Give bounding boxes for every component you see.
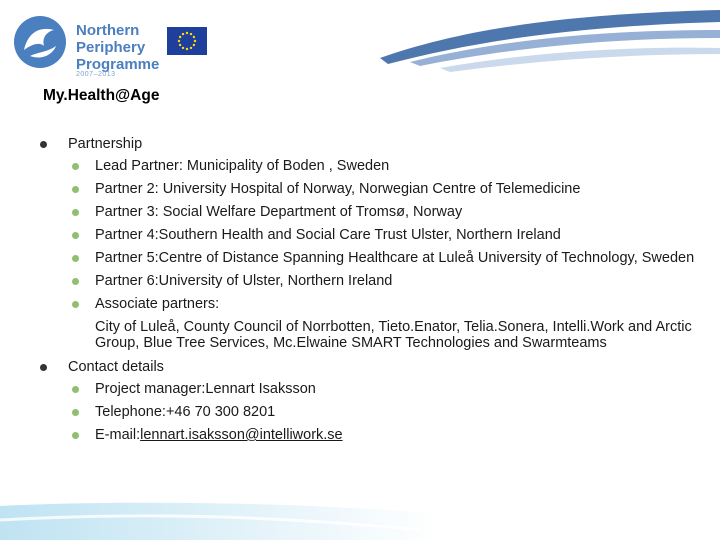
npp-logo <box>10 8 160 78</box>
sub-bullet-icon <box>72 209 79 216</box>
email-link[interactable]: lennart.isaksson@intelliwork.se <box>140 427 343 443</box>
partner-list <box>68 158 700 352</box>
sub-bullet-icon <box>72 163 79 170</box>
list-item <box>68 204 700 221</box>
sub-bullet-icon <box>72 409 79 416</box>
partner-6: Partner 6:University of Ulster, Northern Ireland <box>95 273 393 289</box>
list-item <box>68 296 700 352</box>
list-item <box>68 273 700 290</box>
bird-logo-icon <box>10 12 70 72</box>
project-manager: Project manager:Lennart Isaksson <box>95 381 316 397</box>
partner-2: Partner 2: University Hospital of Norway, Norwegian Centre of Telemedicine <box>95 181 581 197</box>
list-item <box>68 381 700 398</box>
partner-lead: Lead Partner: Municipality of Boden , Sweden <box>95 158 390 174</box>
section-partnership <box>40 135 700 352</box>
email-label: E-mail: <box>95 427 141 443</box>
slide-title: My.Health@Age <box>43 87 160 104</box>
logo-line-3: Programme <box>76 56 160 73</box>
logo-wordmark <box>76 22 159 73</box>
sub-bullet-icon <box>72 232 79 239</box>
partner-3: Partner 3: Social Welfare Department of Tromsø, Norway <box>95 204 463 220</box>
contact-list <box>68 381 700 444</box>
logo-line-1: Northern <box>76 22 140 39</box>
section-label-contact: Contact details <box>68 359 164 375</box>
sub-bullet-icon <box>72 386 79 393</box>
header-swoosh-graphic <box>380 0 720 80</box>
slide-body <box>40 135 700 450</box>
footer-swoosh-graphic <box>0 496 440 540</box>
eu-flag-icon <box>167 27 207 55</box>
list-item <box>68 250 700 267</box>
sub-bullet-icon <box>72 432 79 439</box>
telephone: Telephone:+46 70 300 8201 <box>95 404 276 420</box>
sub-bullet-icon <box>72 186 79 193</box>
associate-partners-label: Associate partners: <box>95 296 220 312</box>
bullet-icon <box>40 141 47 148</box>
bullet-icon <box>40 364 47 371</box>
sub-bullet-icon <box>72 255 79 262</box>
associate-partners-detail: City of Luleå, County Council of Norrbotten, Tieto.Enator, Telia.Sonera, Intelli.Work and Arctic Group, Blue Tree Services, Mc.Elwaine SMART Technologies and Swarmteams <box>95 318 692 351</box>
list-item <box>68 427 700 444</box>
logo-line-2: Periphery <box>76 39 146 56</box>
sub-bullet-icon <box>72 301 79 308</box>
list-item <box>68 404 700 421</box>
section-label-partnership: Partnership <box>68 136 143 152</box>
partner-5: Partner 5:Centre of Distance Spanning Healthcare at Luleå University of Technology, Sweden <box>95 250 695 266</box>
list-item <box>68 158 700 175</box>
slide-header <box>0 0 720 90</box>
list-item <box>68 181 700 198</box>
sub-bullet-icon <box>72 278 79 285</box>
section-contact <box>40 358 700 444</box>
partner-4: Partner 4:Southern Health and Social Care Trust Ulster, Northern Ireland <box>95 227 561 243</box>
list-item <box>68 227 700 244</box>
logo-years: 2007–2013 <box>76 71 116 78</box>
